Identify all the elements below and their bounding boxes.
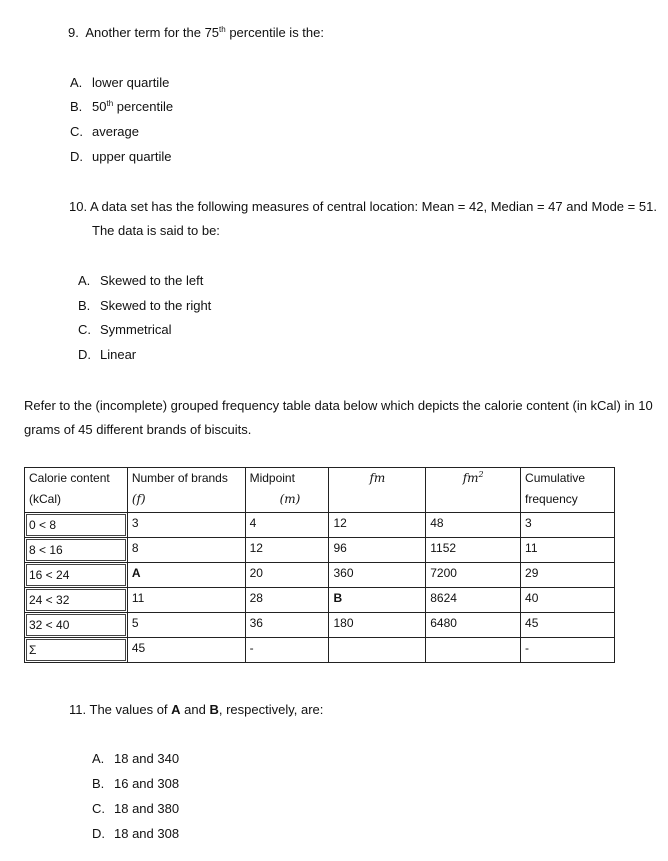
table-header-row [25, 468, 615, 513]
header-number-of-brands [127, 468, 245, 513]
table-row [25, 613, 615, 638]
option-text: average [92, 124, 139, 139]
header-line-1: Number of brands [131, 471, 228, 485]
table-cell: 8 [127, 538, 245, 563]
table-cell [329, 588, 426, 613]
table-cell: - [245, 638, 329, 663]
superscript: th [106, 99, 114, 108]
cell-value: 32 < 40 [26, 614, 126, 636]
table-cell [329, 638, 426, 663]
option-letter: C. [92, 801, 105, 816]
q9-option-c[interactable] [70, 124, 139, 139]
table-cell: 36 [245, 613, 329, 638]
header-calorie-content [25, 468, 128, 513]
table-cell: 28 [245, 588, 329, 613]
table-cell: 11 [127, 588, 245, 613]
option-letter: A. [92, 751, 105, 766]
table-row [25, 588, 615, 613]
cell-value-bold: B [333, 591, 343, 605]
bold-a: A [171, 702, 181, 717]
question-number: 11. [69, 702, 87, 717]
table-cell: 6480 [426, 613, 521, 638]
table-cell [426, 638, 521, 663]
table-cell: - [521, 638, 615, 663]
header-fm [329, 468, 426, 513]
header-line-1: Cumulative [525, 471, 586, 485]
table-cell: 11 [521, 538, 615, 563]
table-cell: 5 [127, 613, 245, 638]
table-cell: 20 [245, 563, 329, 588]
header-line-2: (f) [131, 492, 146, 506]
option-text: Symmetrical [100, 322, 172, 337]
header-midpoint [245, 468, 329, 513]
header-line-1: Calorie content [29, 471, 110, 485]
table-cell: 12 [329, 513, 426, 538]
table-cell: 360 [329, 563, 426, 588]
question-text: Another term for the 75 [85, 25, 220, 40]
superscript: th [219, 25, 226, 34]
q11-option-c[interactable] [92, 801, 179, 816]
option-letter: D. [92, 826, 105, 841]
header-fm2-base: fm [462, 471, 479, 485]
cell-value: 24 < 32 [26, 589, 126, 611]
table-row [25, 563, 615, 588]
option-letter: B. [78, 298, 91, 313]
question-text: The values of [89, 702, 172, 717]
q10-option-d[interactable] [78, 347, 136, 362]
header-line-1: Midpoint [249, 471, 295, 485]
option-letter: A. [70, 75, 83, 90]
table-cell: 7200 [426, 563, 521, 588]
table-cell [25, 513, 128, 538]
table-cell [127, 563, 245, 588]
table-total-row [25, 638, 615, 663]
question-11 [69, 702, 323, 717]
header-line-2: frequency [525, 492, 578, 506]
table-cell: 4 [245, 513, 329, 538]
q10-option-c[interactable] [78, 322, 172, 337]
option-letter: C. [78, 322, 91, 337]
sigma-symbol: Σ [26, 639, 126, 661]
cell-value-bold: A [131, 566, 141, 580]
question-number: 9. [68, 25, 79, 40]
header-fm-squared [426, 468, 521, 513]
table-row [25, 538, 615, 563]
q11-option-b[interactable] [92, 776, 179, 791]
option-letter: B. [92, 776, 105, 791]
cell-value: 8 < 16 [26, 539, 126, 561]
header-cumulative-frequency [521, 468, 615, 513]
table-cell: 45 [127, 638, 245, 663]
table-cell [25, 588, 128, 613]
table-cell: 1152 [426, 538, 521, 563]
question-10-line-2: The data is said to be: [92, 223, 220, 238]
option-text: Skewed to the left [100, 273, 204, 288]
table-cell [25, 638, 128, 663]
q9-option-b[interactable] [70, 99, 173, 114]
question-text-end: , respectively, are: [218, 702, 324, 717]
q10-option-b[interactable] [78, 298, 211, 313]
table-cell [25, 538, 128, 563]
frequency-table [24, 467, 615, 663]
header-line-2: (m) [279, 492, 301, 506]
table-row [25, 513, 615, 538]
table-cell: 48 [426, 513, 521, 538]
question-text: A data set has the following measures of central location: Mean = 42, Median = 47 and Mode = 51. [89, 199, 657, 214]
table-cell: 45 [521, 613, 615, 638]
option-text: lower quartile [92, 75, 170, 90]
option-text: 18 and 308 [114, 826, 180, 841]
table-cell: 12 [245, 538, 329, 563]
superscript: 2 [478, 470, 484, 479]
table-cell: 180 [329, 613, 426, 638]
option-letter: D. [78, 347, 91, 362]
q9-option-d[interactable] [70, 149, 172, 164]
q9-option-a[interactable] [70, 75, 169, 90]
header-line-2: (kCal) [29, 492, 61, 506]
option-letter: A. [78, 273, 91, 288]
option-text: upper quartile [92, 149, 172, 164]
table-cell: 3 [521, 513, 615, 538]
question-number: 10. [69, 199, 88, 214]
q11-option-a[interactable] [92, 751, 179, 766]
intro-line-2: grams of 45 different brands of biscuits. [24, 422, 252, 437]
table-cell: 29 [521, 563, 615, 588]
option-text: Linear [100, 347, 137, 362]
q10-option-a[interactable] [78, 273, 203, 288]
option-text: 18 and 380 [114, 801, 180, 816]
option-letter: B. [70, 99, 83, 114]
table-cell [25, 613, 128, 638]
cell-value: 0 < 8 [26, 514, 126, 536]
table-cell [25, 563, 128, 588]
option-text: 18 and 340 [114, 751, 180, 766]
intro-line-1: Refer to the (incomplete) grouped frequency table data below which depicts the calorie content (in kCal) in 10 [24, 398, 653, 413]
option-letter: C. [70, 124, 83, 139]
question-text-and: and [180, 702, 210, 717]
option-text: 16 and 308 [114, 776, 180, 791]
table-cell: 96 [329, 538, 426, 563]
header-line-1 [430, 468, 516, 489]
option-text: Skewed to the right [100, 298, 212, 313]
option-text: 50 [92, 99, 107, 114]
table-cell: 40 [521, 588, 615, 613]
table-cell: 3 [127, 513, 245, 538]
question-9 [68, 25, 324, 40]
cell-value: 16 < 24 [26, 564, 126, 586]
option-letter: D. [70, 149, 83, 164]
header-line-1: fm [369, 471, 386, 485]
question-text-end: percentile is the: [225, 25, 324, 40]
option-text-end: percentile [113, 99, 174, 114]
bold-b: B [209, 702, 219, 717]
question-10 [69, 199, 657, 214]
q11-option-d[interactable] [92, 826, 179, 841]
table-cell: 8624 [426, 588, 521, 613]
